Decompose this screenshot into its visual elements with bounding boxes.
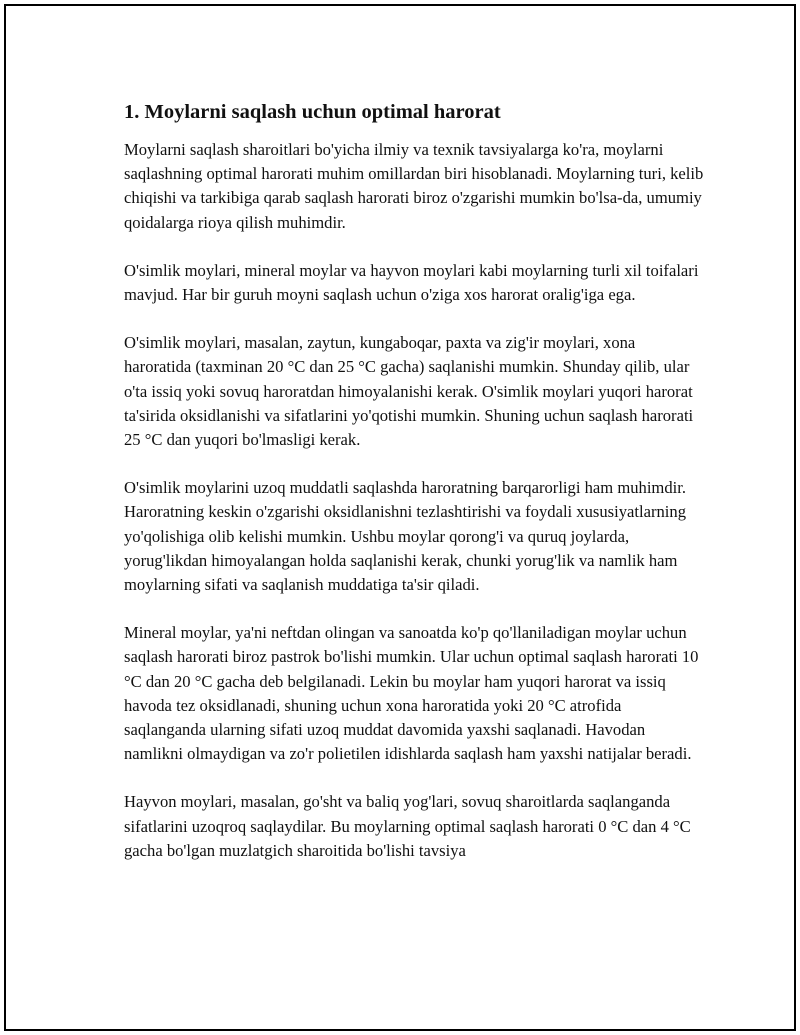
- paragraph-6: Hayvon moylari, masalan, go'sht va baliq yog'lari, sovuq sharoitlarda saqlanganda sifatlarini uzoqroq saqlaydilar. Bu moylarning optimal saqlash harorati 0 °C dan 4 °C gacha bo'lgan muzlatgich sharoitida bo'lishi tavsiya: [124, 792, 691, 860]
- section-heading: 1. Moylarni saqlash uchun optimal harorat: [124, 101, 501, 123]
- paragraph-1: Moylarni saqlash sharoitlari bo'yicha ilmiy va texnik tavsiyalarga ko'ra, moylarni saqlashning optimal harorati muhim omillardan biri hisoblanadi. Moylarning turi, kelib chiqishi va tarkibiga qarab saqlash harorati biroz o'zgarishi mumkin bo'lsa-da, umumiy qoidalarga rioya qilish muhimdir.: [124, 140, 704, 232]
- paragraph-5: Mineral moylar, ya'ni neftdan olingan va sanoatda ko'p qo'llaniladigan moylar uchun saqlash harorati biroz pastrok bo'lishi mumkin. Ular uchun optimal saqlash harorati 10 °C dan 20 °C gacha deb belgilanadi. Lekin bu moylar ham yuqori harorat va issiq havoda tez oksidlanadi, shuning uchun xona haroratida yoki 20 °C atrofida saqlanganda ularning sifati uzoq muddat davomida yaxshi saqlanadi. Havodan namlikni olmaydigan va zo'r polietilen idishlarda saqlash ham yaxshi natijalar beradi.: [124, 623, 699, 764]
- document-body: [124, 98, 704, 887]
- paragraph-4: O'simlik moylarini uzoq muddatli saqlashda haroratning barqarorligi ham muhimdir. Haroratning keskin o'zgarishi oksidlanishni tezlashtirishi va foydali xususiyatlarning yo'qolishiga olib kelishi mumkin. Ushbu moylar qorong'i va quruq joylarda, yorug'likdan himoyalangan holda saqlanishi kerak, chunki yorug'lik va namlik ham moylarning sifati va saqlanish muddatiga ta'sir qiladi.: [124, 478, 686, 595]
- paragraph-3: O'simlik moylari, masalan, zaytun, kungaboqar, paxta va zig'ir moylari, xona haroratida (taxminan 20 °C dan 25 °C gacha) saqlanishi mumkin. Shunday qilib, ular o'ta issiq yoki sovuq haroratdan himoyalanishi kerak. O'simlik moylari yuqori harorat ta'sirida oksidlanishi va sifatlarini yo'qotishi mumkin. Shuning uchun saqlash harorati 25 °C dan yuqori bo'lmasligi kerak.: [124, 333, 694, 450]
- page-frame: [4, 4, 796, 1031]
- paragraph-2: O'simlik moylari, mineral moylar va hayvon moylari kabi moylarning turli xil toifalari mavjud. Har bir guruh moyni saqlash uchun o'ziga xos harorat oralig'iga ega.: [124, 260, 699, 305]
